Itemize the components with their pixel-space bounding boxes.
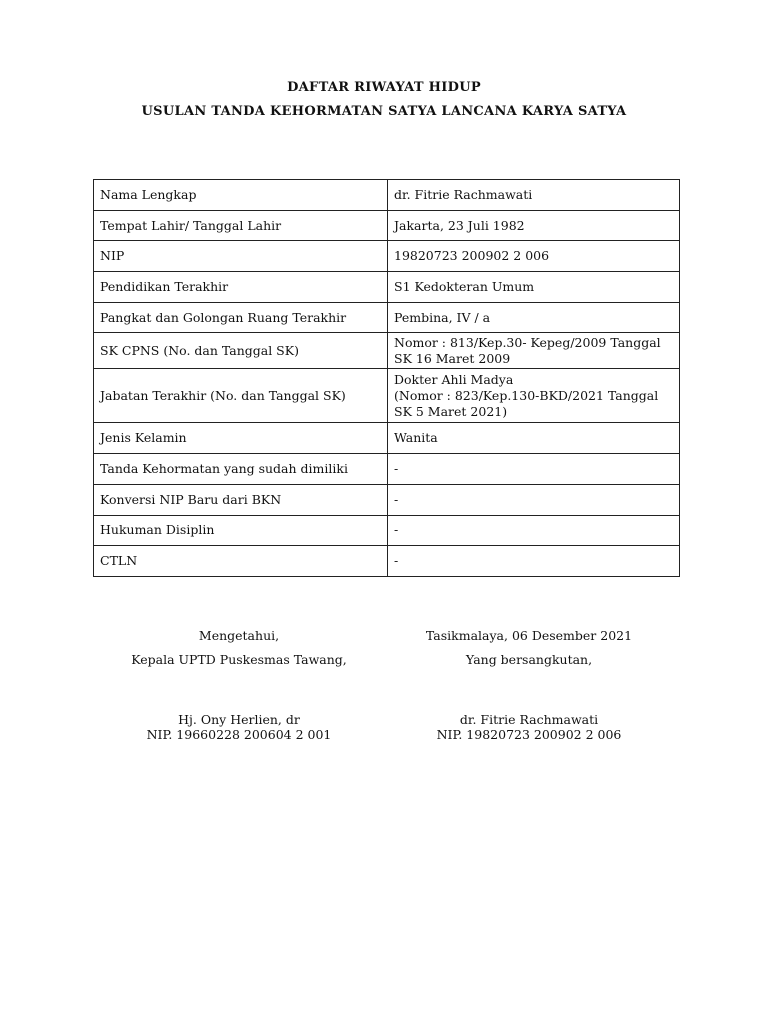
- row-value-pangkat: Pembina, IV / a: [388, 302, 680, 333]
- row-value-jenis-kelamin: Wanita: [388, 423, 680, 454]
- table-row: [94, 333, 680, 369]
- table-row: [94, 302, 680, 333]
- table-row: [94, 484, 680, 515]
- row-label-tanda-kehormatan: Tanda Kehormatan yang sudah dimiliki: [94, 454, 388, 485]
- row-value-line: Dokter Ahli Madya: [394, 371, 514, 387]
- row-value-nama: dr. Fitrie Rachmawati: [388, 180, 680, 211]
- row-label-pangkat: Pangkat dan Golongan Ruang Terakhir: [94, 302, 388, 333]
- table-row: [94, 454, 680, 485]
- row-value-tanda-kehormatan: -: [388, 454, 680, 485]
- table-row: [94, 515, 680, 546]
- table-row: [94, 546, 680, 577]
- signature-position: Kepala UPTD Puskesmas Tawang,: [131, 652, 347, 667]
- document-title: DAFTAR RIWAYAT HIDUP: [287, 80, 481, 95]
- table-row: [94, 210, 680, 241]
- row-value-ttl: Jakarta, 23 Juli 1982: [388, 210, 680, 241]
- signature-place-date: Tasikmalaya, 06 Desember 2021: [425, 628, 633, 643]
- table-row: [94, 272, 680, 303]
- biodata-table: [93, 179, 680, 577]
- row-label-jenis-kelamin: Jenis Kelamin: [94, 423, 388, 454]
- signature-nip: NIP. 19820723 200902 2 006: [436, 727, 622, 742]
- row-label-ctln: CTLN: [94, 546, 388, 577]
- row-value-pendidikan: S1 Kedokteran Umum: [388, 272, 680, 303]
- row-value-konversi-nip: -: [388, 484, 680, 515]
- row-value-sk-cpns: [388, 333, 680, 369]
- signature-name: dr. Fitrie Rachmawati: [459, 712, 599, 727]
- row-value-jabatan: [388, 369, 680, 423]
- row-label-jabatan: Jabatan Terakhir (No. dan Tanggal SK): [94, 369, 388, 423]
- row-value-line: SK 5 Maret 2021): [394, 403, 508, 419]
- row-label-nama: Nama Lengkap: [94, 180, 388, 211]
- signature-acknowledged-label: Mengetahui,: [198, 628, 280, 643]
- row-label-pendidikan: Pendidikan Terakhir: [94, 272, 388, 303]
- table-row: [94, 423, 680, 454]
- table-row: [94, 180, 680, 211]
- signature-name: Hj. Ony Herlien, dr: [178, 712, 300, 727]
- row-label-nip: NIP: [94, 241, 388, 272]
- row-label-konversi-nip: Konversi NIP Baru dari BKN: [94, 484, 388, 515]
- table-row: [94, 241, 680, 272]
- row-value-ctln: -: [388, 546, 680, 577]
- row-value-hukuman-disiplin: -: [388, 515, 680, 546]
- table-row: [94, 369, 680, 423]
- row-value-line: (Nomor : 823/Kep.130-BKD/2021 Tanggal: [394, 387, 659, 403]
- row-value-line: Nomor : 813/Kep.30- Kepeg/2009 Tanggal: [394, 334, 661, 350]
- signature-position: Yang bersangkutan,: [465, 652, 593, 667]
- signature-nip: NIP. 19660228 200604 2 001: [146, 727, 332, 742]
- document-subtitle: USULAN TANDA KEHORMATAN SATYA LANCANA KARYA SATYA: [141, 104, 627, 119]
- row-value-line: SK 16 Maret 2009: [394, 350, 511, 366]
- row-label-hukuman-disiplin: Hukuman Disiplin: [94, 515, 388, 546]
- row-value-nip: 19820723 200902 2 006: [388, 241, 680, 272]
- row-label-sk-cpns: SK CPNS (No. dan Tanggal SK): [94, 333, 388, 369]
- row-label-ttl: Tempat Lahir/ Tanggal Lahir: [94, 210, 388, 241]
